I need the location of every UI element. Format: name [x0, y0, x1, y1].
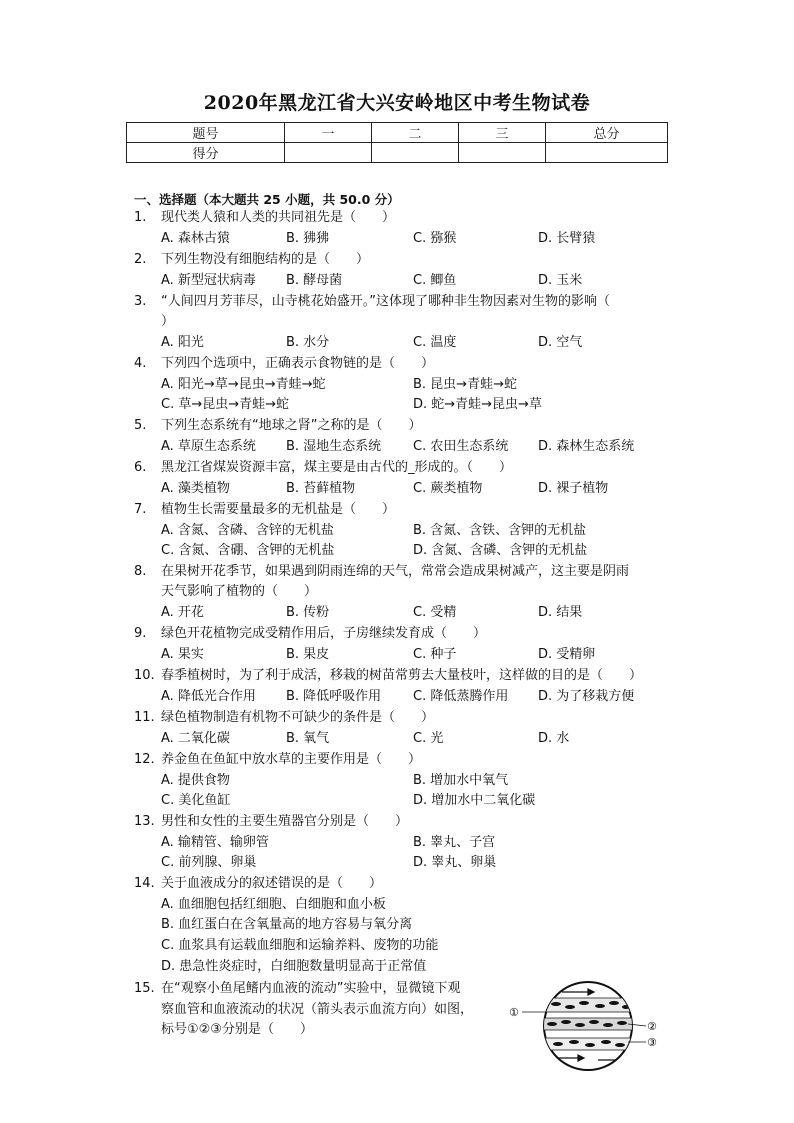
question-stem: 春季植树时，为了利于成活，移栽的树苗常剪去大量枝叶，这样做的目的是（ ）: [161, 668, 643, 683]
question-13: [134, 812, 408, 832]
question-stem: 关于血液成分的叙述错误的是（ ）: [161, 876, 383, 891]
option-a[interactable]: A. 草原生态系统: [161, 439, 256, 454]
question-stem: 察血管和血液流动的状况（箭头表示血流方向）如图，: [161, 1002, 474, 1017]
question-15: [134, 979, 460, 999]
option-d[interactable]: D. 裸子植物: [538, 481, 609, 496]
option-a[interactable]: A. 果实: [161, 647, 204, 662]
option-d[interactable]: D. 为了移栽方便: [538, 689, 635, 704]
question-number: 11.: [134, 710, 155, 725]
question-number: 12.: [134, 752, 155, 767]
option-d[interactable]: D. 长臂猿: [538, 231, 596, 246]
option-a[interactable]: A. 新型冠状病毒: [161, 273, 256, 288]
question-stem: 天气影响了植物的（ ）: [161, 584, 318, 599]
option-c[interactable]: C. 草→昆虫→青蛙→蛇: [161, 397, 290, 412]
option-a[interactable]: A. 含氮、含磷、含锌的无机盐: [161, 523, 334, 538]
option-d[interactable]: D. 空气: [538, 335, 583, 350]
option-c[interactable]: C. 受精: [413, 605, 457, 620]
option-a[interactable]: A. 输精管、输卵管: [161, 835, 269, 850]
option-a[interactable]: A. 血细胞包括红细胞、白细胞和血小板: [161, 897, 386, 912]
option-c[interactable]: C. 温度: [413, 335, 457, 350]
option-a[interactable]: A. 降低光合作用: [161, 689, 256, 704]
question-1: [134, 208, 395, 228]
question-stem: 在果树开花季节，如果遇到阴雨连绵的天气，常常会造成果树减产，这主要是阴雨: [161, 564, 630, 579]
option-d[interactable]: D. 受精卵: [538, 647, 596, 662]
question-stem: 绿色植物制造有机物不可缺少的条件是（ ）: [161, 710, 435, 725]
question-stem: 男性和女性的主要生殖器官分别是（ ）: [161, 814, 409, 829]
question-15-continued: [161, 1000, 473, 1020]
question-stem: “人间四月芳菲尽，山寺桃花始盛开。”这体现了哪种非生物因素对生物的影响（: [161, 294, 610, 309]
figure-label-2: ②: [647, 1020, 657, 1033]
table-cell[interactable]: [459, 143, 546, 163]
question-number: 7.: [134, 502, 147, 517]
score-table: [126, 122, 668, 163]
question-stem: 下列生态系统有“地球之肾”之称的是（ ）: [161, 418, 422, 433]
question-number: 1.: [134, 210, 147, 225]
option-b[interactable]: B. 传粉: [286, 605, 330, 620]
page-title: 2020年黑龙江省大兴安岭地区中考生物试卷: [203, 92, 591, 114]
question-stem: 黑龙江省煤炭资源丰富，煤主要是由古代的_形成的。（ ）: [161, 460, 513, 475]
table-cell: 得分: [127, 143, 285, 163]
option-c[interactable]: C. 蕨类植物: [413, 481, 483, 496]
option-d[interactable]: D. 增加水中二氧化碳: [413, 793, 536, 808]
question-14: [134, 874, 382, 894]
option-a[interactable]: A. 阳光→草→昆虫→青蛙→蛇: [161, 377, 326, 392]
option-d[interactable]: D. 玉米: [538, 273, 583, 288]
option-b[interactable]: B. 湿地生态系统: [286, 439, 382, 454]
option-b[interactable]: B. 氧气: [286, 731, 330, 746]
question-15-continued: [161, 1020, 313, 1040]
option-b[interactable]: B. 酵母菌: [286, 273, 343, 288]
option-c[interactable]: C. 鲫鱼: [413, 273, 457, 288]
option-a[interactable]: A. 开花: [161, 605, 204, 620]
option-b[interactable]: B. 睾丸、子宫: [413, 835, 496, 850]
option-b[interactable]: B. 苔藓植物: [286, 481, 356, 496]
option-b[interactable]: B. 增加水中氧气: [413, 773, 509, 788]
section-heading: 一、选择题（本大题共 25 小题，共 50.0 分）: [134, 192, 400, 207]
table-cell: 三: [459, 123, 546, 143]
option-c[interactable]: C. 前列腺、卵巢: [161, 855, 257, 870]
option-a[interactable]: A. 森林古猿: [161, 231, 230, 246]
table-row: [127, 143, 668, 163]
option-c[interactable]: C. 光: [413, 731, 444, 746]
option-b[interactable]: B. 果皮: [286, 647, 330, 662]
question-9: [134, 624, 486, 644]
question-number: 15.: [134, 981, 155, 996]
question-stem: 现代类人猿和人类的共同祖先是（ ）: [161, 210, 396, 225]
question-8-continued: [161, 582, 317, 602]
question-number: 6.: [134, 460, 147, 475]
option-a[interactable]: A. 提供食物: [161, 773, 230, 788]
question-5: [134, 416, 421, 436]
question-number: 8.: [134, 564, 147, 579]
option-b[interactable]: B. 血红蛋白在含氧量高的地方容易与氧分离: [161, 917, 413, 932]
table-cell: 题号: [127, 123, 285, 143]
question-stem: 在“观察小鱼尾鳍内血液的流动”实验中，显微镜下观: [161, 981, 461, 996]
question-4: [134, 354, 434, 374]
table-cell[interactable]: [285, 143, 372, 163]
question-number: 9.: [134, 626, 147, 641]
option-b[interactable]: B. 昆虫→青蛙→蛇: [413, 377, 517, 392]
question-stem: 植物生长需要量最多的无机盐是（ ）: [161, 502, 396, 517]
question-3: [134, 292, 610, 312]
question-stem: ）: [161, 314, 175, 329]
question-12: [134, 750, 421, 770]
option-d[interactable]: D. 含氮、含磷、含钾的无机盐: [413, 543, 588, 558]
option-a[interactable]: A. 二氧化碳: [161, 731, 230, 746]
question-7: [134, 500, 395, 520]
question-8: [134, 562, 629, 582]
option-b[interactable]: B. 降低呼吸作用: [286, 689, 382, 704]
option-a[interactable]: A. 藻类植物: [161, 481, 230, 496]
question-10: [134, 666, 642, 686]
question-11: [134, 708, 434, 728]
question-number: 10.: [134, 668, 155, 683]
option-d[interactable]: D. 森林生态系统: [538, 439, 635, 454]
option-c[interactable]: C. 血浆具有运载血细胞和运输养料、废物的功能: [161, 938, 439, 953]
question-stem: 绿色开花植物完成受精作用后，子房继续发育成（ ）: [161, 626, 487, 641]
figure-label-1: ①: [509, 1006, 519, 1019]
option-b[interactable]: B. 狒狒: [286, 231, 330, 246]
option-d[interactable]: D. 患急性炎症时，白细胞数量明显高于正常值: [161, 959, 427, 974]
question-stem: 养金鱼在鱼缸中放水草的主要作用是（ ）: [161, 752, 422, 767]
option-c[interactable]: C. 猕猴: [413, 231, 457, 246]
table-cell[interactable]: [546, 143, 668, 163]
table-cell: 一: [285, 123, 372, 143]
question-number: 5.: [134, 418, 147, 433]
question-stem: 标号①②③分别是（ ）: [161, 1022, 313, 1037]
table-row: [127, 123, 668, 143]
question-number: 2.: [134, 252, 147, 267]
table-cell: 总分: [546, 123, 668, 143]
table-cell: 二: [372, 123, 459, 143]
option-d[interactable]: D. 蛇→青蛙→昆虫→草: [413, 397, 542, 412]
option-b[interactable]: B. 水分: [286, 335, 330, 350]
question-number: 4.: [134, 356, 147, 371]
option-b[interactable]: B. 含氮、含铁、含钾的无机盐: [413, 523, 587, 538]
option-c[interactable]: C. 农田生态系统: [413, 439, 509, 454]
question-number: 13.: [134, 814, 155, 829]
question-stem: 下列四个选项中，正确表示食物链的是（ ）: [161, 356, 435, 371]
question-6: [134, 458, 512, 478]
option-d[interactable]: D. 水: [538, 731, 570, 746]
option-c[interactable]: C. 美化鱼缸: [161, 793, 231, 808]
option-c[interactable]: C. 含氮、含硼、含钾的无机盐: [161, 543, 335, 558]
option-c[interactable]: C. 种子: [413, 647, 457, 662]
option-d[interactable]: D. 睾丸、卵巢: [413, 855, 497, 870]
question-stem: 下列生物没有细胞结构的是（ ）: [161, 252, 370, 267]
option-d[interactable]: D. 结果: [538, 605, 583, 620]
blood-vessel-figure: [508, 978, 668, 1076]
question-2: [134, 250, 369, 270]
table-cell[interactable]: [372, 143, 459, 163]
question-number: 14.: [134, 876, 155, 891]
question-number: 3.: [134, 294, 147, 309]
option-a[interactable]: A. 阳光: [161, 335, 204, 350]
option-c[interactable]: C. 降低蒸腾作用: [413, 689, 509, 704]
figure-label-3: ③: [647, 1036, 657, 1049]
question-3-continued: [161, 312, 174, 332]
